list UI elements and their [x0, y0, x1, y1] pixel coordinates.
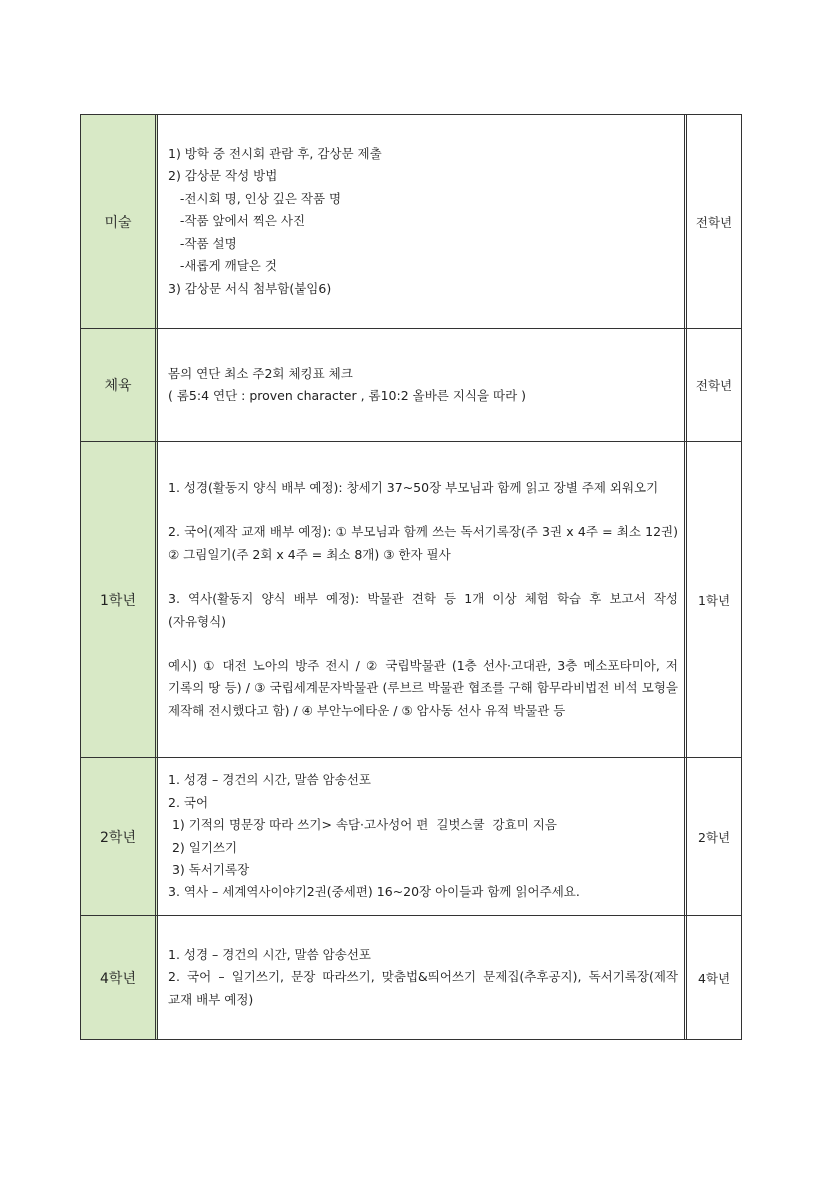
content-line: -새롭게 깨달은 것 — [168, 258, 277, 274]
grade-cell: 전학년 — [695, 214, 733, 230]
content-line: -작품 설명 — [168, 235, 237, 251]
content-line: 2. 국어 — [168, 794, 209, 810]
subject-cell: 2학년 — [81, 758, 158, 915]
content-paragraph: 3. 역사(활동지 양식 배부 예정): 박물관 견학 등 1개 이상 체험 학습 후 보고서 작성 (자유형식) — [168, 591, 678, 629]
content-paragraph: 1. 성경 – 경건의 시간, 말씀 암송선포 — [168, 946, 371, 962]
content-line: 2) 감상문 작성 방법 — [168, 168, 278, 184]
table-row-grade1 — [81, 441, 741, 757]
content-paragraph: 예시) ① 대전 노아의 방주 전시 / ② 국립박물관 (1층 선사·고대관, 3층 메소포타미아, 저 기록의 땅 등) / ③ 국립세계문자박물관 (루브르 박물관 협조를 구해 함무라비법전 비석 모형을 제작해 전시했다고 함) / ④ 부안누에타운 / ⑤ 암사동 선사 유적 박물관 등 — [168, 657, 678, 718]
content-cell — [161, 115, 687, 328]
content-line: 1. 성경 – 경건의 시간, 말씀 암송선포 — [168, 772, 371, 788]
table-row-art — [81, 115, 741, 328]
content-line: 3. 역사 – 세계역사이야기2권(중세편) 16~20장 아이들과 함께 읽어주세요. — [168, 884, 580, 900]
subject-cell: 4학년 — [81, 916, 158, 1039]
table-row-pe — [81, 328, 741, 441]
table-row-grade4 — [81, 915, 741, 1039]
subject-cell: 체육 — [81, 329, 158, 441]
content-line: 1) 기적의 명문장 따라 쓰기> 속담·고사성어 편 길벗스쿨 강효미 지음 — [168, 817, 557, 833]
content-line: 3) 독서기록장 — [168, 861, 250, 877]
content-cell — [161, 916, 687, 1039]
subject-cell: 1학년 — [81, 442, 158, 757]
subject-cell: 미술 — [81, 115, 158, 328]
content-line: -전시회 명, 인상 깊은 작품 명 — [168, 190, 342, 206]
homework-table — [80, 114, 742, 1040]
grade-cell: 4학년 — [697, 970, 731, 986]
grade-cell: 1학년 — [697, 592, 731, 608]
content-line: 2) 일기쓰기 — [168, 839, 238, 855]
content-paragraph: 1. 성경(활동지 양식 배부 예정): 창세기 37~50장 부모님과 함께 읽고 장별 주제 외워오기 — [168, 479, 659, 495]
content-paragraph: 2. 국어 – 일기쓰기, 문장 따라쓰기, 맞춤법&띄어쓰기 문제집(추후공지), 독서기록장(제작 교재 배부 예정) — [168, 969, 678, 1007]
grade-cell: 2학년 — [697, 829, 731, 845]
content-cell — [161, 758, 687, 915]
content-line: 3) 감상문 서식 첨부함(붙임6) — [168, 280, 332, 296]
content-line: 몸의 연단 최소 주2회 체킹표 체크 — [168, 365, 353, 381]
content-line: ( 롬5:4 연단 : proven character , 롬10:2 올바른 지식을 따라 ) — [168, 388, 527, 403]
table-row-grade2 — [81, 757, 741, 915]
content-line: 1) 방학 중 전시회 관람 후, 감상문 제출 — [168, 146, 382, 162]
content-cell — [161, 329, 687, 441]
grade-cell: 전학년 — [695, 378, 733, 393]
content-line: -작품 앞에서 찍은 사진 — [168, 213, 306, 229]
content-cell — [161, 442, 687, 757]
content-paragraph: 2. 국어(제작 교재 배부 예정): ① 부모님과 함께 쓰는 독서기록장(주 3권 x 4주 = 최소 12권) ② 그림일기(주 2회 x 4주 = 최소 8개) ③ 한자 필사 — [168, 524, 678, 562]
